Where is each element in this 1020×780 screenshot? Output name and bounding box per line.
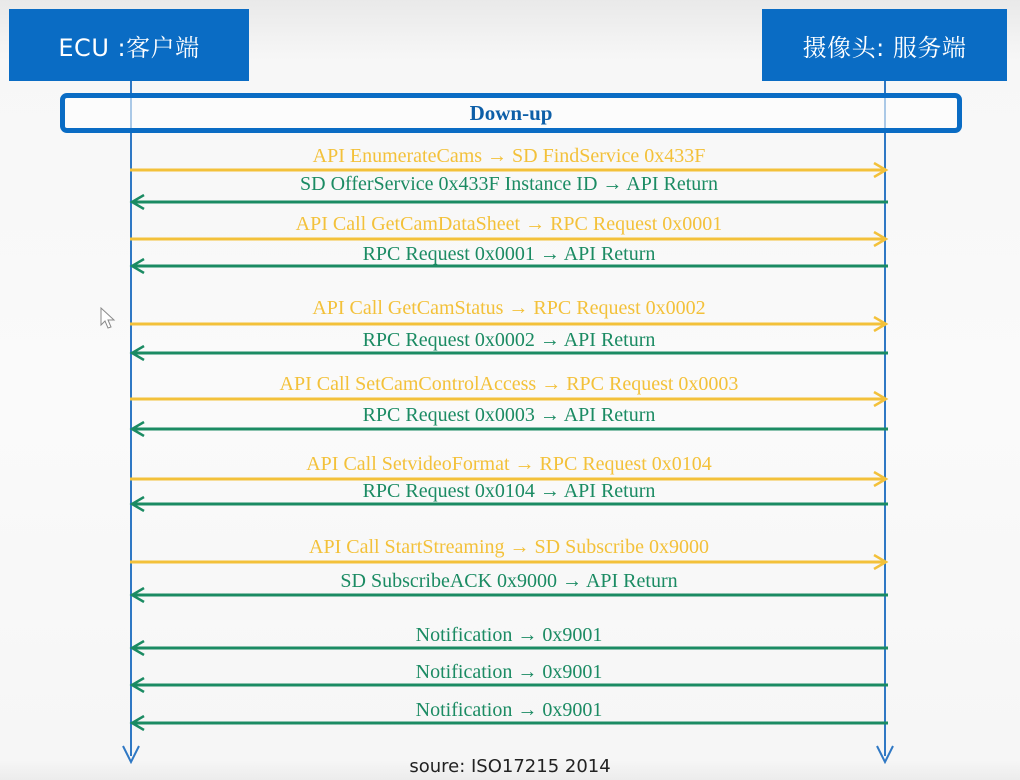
message-label: API Call StartStreaming → SD Subscribe 0x9000 — [309, 536, 709, 558]
message-label: Notification → 0x9001 — [415, 699, 603, 721]
arrow-left-icon — [126, 345, 892, 361]
message-label: API Call SetCamControlAccess → RPC Request 0x0003 — [279, 373, 739, 395]
source-caption: soure: ISO17215 2014 — [409, 756, 611, 777]
message-label: Notification → 0x9001 — [415, 661, 603, 683]
message-label: API Call GetCamStatus → RPC Request 0x0002 — [312, 297, 706, 319]
message-label: API Call SetvideoFormat → RPC Request 0x0104 — [306, 453, 712, 475]
message-label: Notification → 0x9001 — [415, 624, 603, 646]
message-label: RPC Request 0x0002 → API Return — [362, 329, 656, 351]
mouse-cursor-icon — [100, 307, 116, 331]
actor-client-label: ECU :客户端 — [58, 33, 200, 62]
arrow-left-icon — [126, 258, 892, 274]
actor-server-label: 摄像头: 服务端 — [802, 33, 967, 62]
message-label: RPC Request 0x0104 → API Return — [362, 480, 656, 502]
arrow-left-icon — [126, 677, 892, 693]
arrow-left-icon — [126, 194, 892, 210]
arrow-left-icon — [126, 587, 892, 603]
actor-server-camera — [762, 9, 1007, 81]
message-label: SD SubscribeACK 0x9000 → API Return — [340, 570, 678, 592]
message-label: SD OfferService 0x433F Instance ID → API Return — [300, 173, 718, 195]
message-label: API Call GetCamDataSheet → RPC Request 0x0001 — [295, 213, 723, 235]
arrow-left-icon — [126, 421, 892, 437]
arrow-left-icon — [126, 496, 892, 512]
phase-label: Down-up — [469, 100, 553, 125]
message-label: RPC Request 0x0003 → API Return — [362, 404, 656, 426]
actor-client-ecu — [9, 9, 249, 81]
message-label: RPC Request 0x0001 → API Return — [362, 243, 656, 265]
arrow-left-icon — [126, 715, 892, 731]
phase-frame-down-up — [60, 93, 962, 133]
arrow-left-icon — [126, 640, 892, 656]
arrow-right-icon — [126, 554, 892, 570]
message-label: API EnumerateCams → SD FindService 0x433F — [312, 145, 706, 167]
